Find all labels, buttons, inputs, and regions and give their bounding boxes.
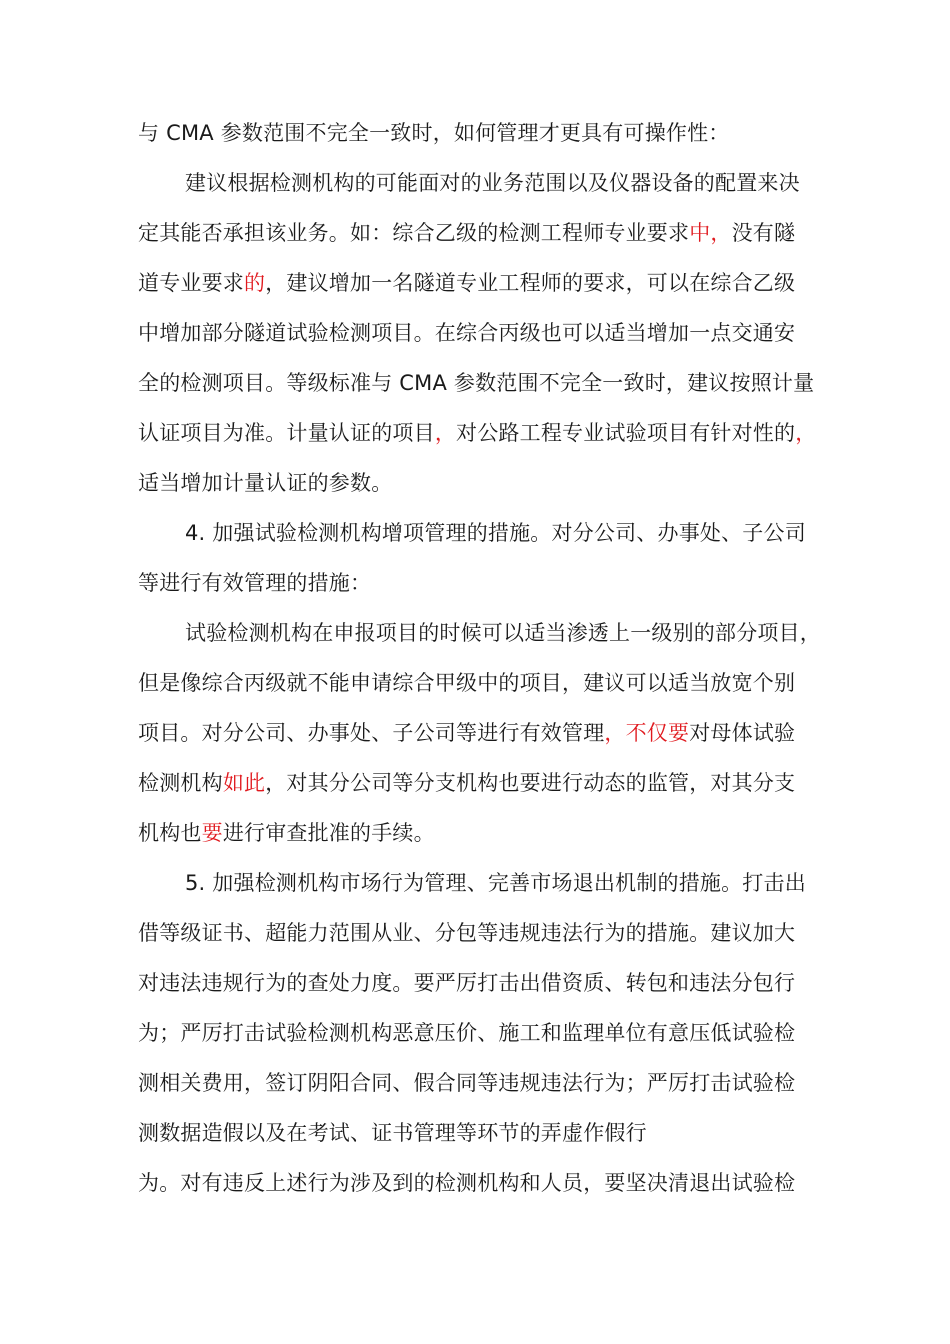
highlighted-text: 如此: [222, 771, 266, 795]
text-line: 全的检测项目。等级标准与 CMA 参数范围不完全一致时，建议按照计量: [138, 371, 815, 395]
text-line: 测相关费用，签订阴阳合同、假合同等违规违法行为；严厉打击试验检: [138, 1071, 796, 1095]
numbered-paragraph-5: 5. 加强检测机构市场行为管理、完善市场退出机制的措施。打击出: [185, 871, 806, 895]
numbered-paragraph-4: 4. 加强试验检测机构增项管理的措施。对分公司、办事处、子公司: [185, 521, 806, 545]
paragraph-first-line: 建议根据检测机构的可能面对的业务范围以及仪器设备的配置来决: [185, 171, 800, 195]
text-line: 测数据造假以及在考试、证书管理等环节的弄虚作假行: [138, 1121, 647, 1145]
text-line: 为。对有违反上述行为涉及到的检测机构和人员，要坚决清退出试验检: [138, 1171, 796, 1195]
text-line: 等进行有效管理的措施：: [138, 571, 372, 595]
highlighted-text: ，: [434, 421, 457, 445]
highlighted-text: ，: [795, 421, 817, 445]
text-line: 机构也要进行审查批准的手续。: [138, 821, 435, 845]
highlighted-text: ，不仅要: [604, 721, 690, 745]
text-line: 道专业要求的，建议增加一名隧道专业工程师的要求，可以在综合乙级: [138, 271, 796, 295]
paragraph-first-line: 试验检测机构在申报项目的时候可以适当渗透上一级别的部分项目，: [185, 621, 821, 645]
highlighted-text: 中，: [689, 221, 732, 245]
highlighted-text: 的: [244, 271, 266, 295]
text-line: 对违法违规行为的查处力度。要严厉打击出借资质、转包和违法分包行: [138, 971, 796, 995]
text-line: 为；严厉打击试验检测机构恶意压价、施工和监理单位有意压低试验检: [138, 1021, 796, 1045]
highlighted-text: 要: [201, 821, 223, 845]
text-line: 定其能否承担该业务。如：综合乙级的检测工程师专业要求中，没有隧: [138, 221, 796, 245]
text-line: 中增加部分隧道试验检测项目。在综合丙级也可以适当增加一点交通安: [138, 321, 796, 345]
text-line: 借等级证书、超能力范围从业、分包等违规违法行为的措施。建议加大: [138, 921, 796, 945]
text-line: 适当增加计量认证的参数。: [138, 471, 393, 495]
text-line: 项目。对分公司、办事处、子公司等进行有效管理，不仅要对母体试验: [138, 721, 796, 745]
text-line: 但是像综合丙级就不能申请综合甲级中的项目，建议可以适当放宽个别: [138, 671, 796, 695]
text-line: 认证项目为准。计量认证的项目，对公路工程专业试验项目有针对性的，: [138, 421, 817, 445]
text-line: 检测机构如此，对其分公司等分支机构也要进行动态的监管，对其分支: [138, 771, 796, 795]
text-line: 与 CMA 参数范围不完全一致时，如何管理才更具有可操作性：: [138, 121, 730, 145]
